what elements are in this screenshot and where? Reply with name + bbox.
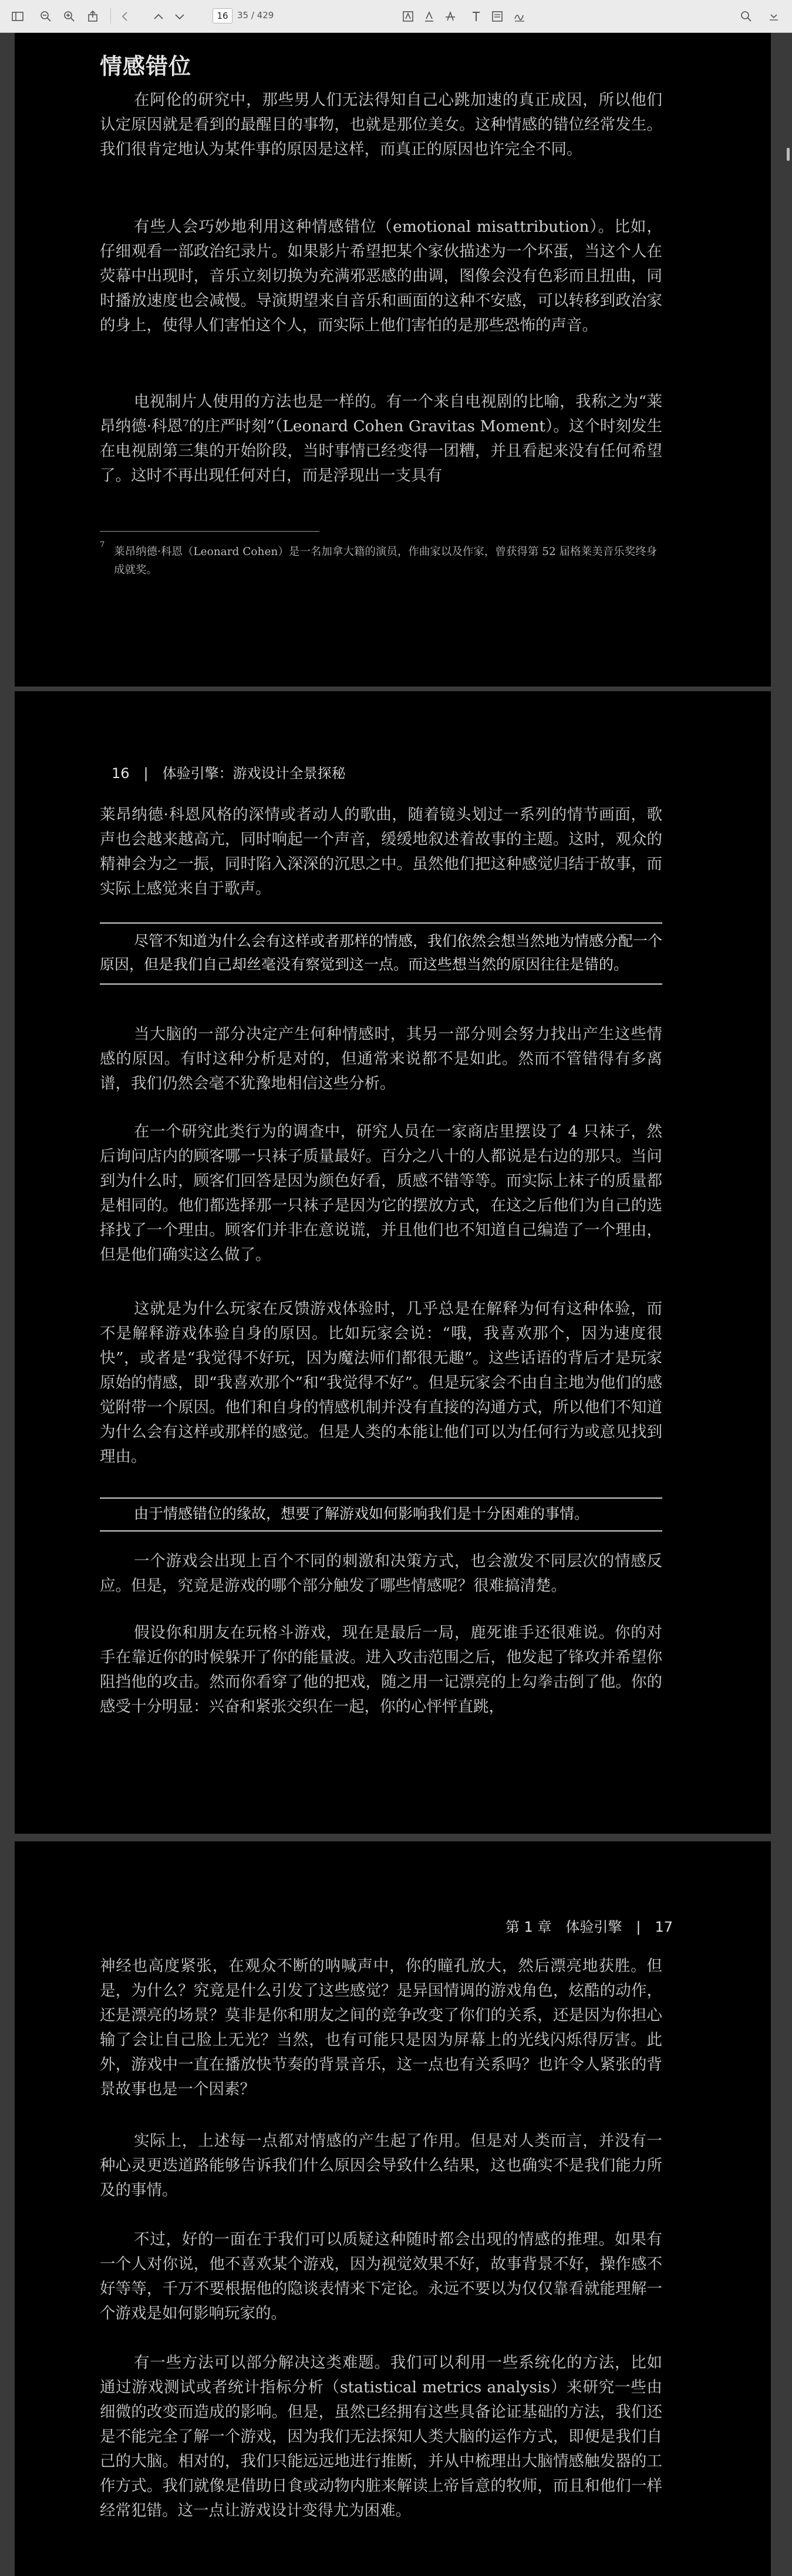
next-page-icon[interactable] bbox=[171, 7, 188, 26]
paragraph: 在阿伦的研究中，那些男人们无法得知自己心跳加速的真正成因，所以他们认定原因就是看到的最醒目的事物，也就是那位美女。这种情感的错位经常发生。我们很肯定地认为某件事的原因是这样，而真正的原因也许完全不同。 bbox=[100, 91, 662, 158]
sidebar-icon[interactable] bbox=[7, 7, 28, 26]
paragraph: 当大脑的一部分决定产生何种情感时，其另一部分则会努力找出产生这些情感的原因。有时这种分析是对的，但通常来说都不是如此。然而不管错得有多离谱，我们仍然会毫不犹豫地相信这些分析。 bbox=[100, 1025, 662, 1093]
paragraph: 假设你和朋友在玩格斗游戏，现在是最后一局，鹿死谁手还很难说。你的对手在靠近你的时候躲开了你的能量波。进入攻击范围之后，他发起了锋攻并希望你阻挡他的攻击。然而你看穿了他的把戏，随之用一记漂亮的上勾拳击倒了他。你的感受十分明显：兴奋和紧张交织在一起，你的心怦怦直跳， bbox=[100, 1624, 662, 1716]
section-heading: 情感错位 bbox=[100, 53, 192, 79]
page-count: 35 / 429 bbox=[237, 10, 274, 21]
scroll-gutter[interactable] bbox=[771, 33, 792, 2576]
highlight-icon[interactable] bbox=[399, 7, 417, 26]
scroll-thumb[interactable] bbox=[787, 148, 790, 161]
paragraph: 有些人会巧妙地利用这种情感错位（emotional misattribution）。比如，仔细观看一部政治纪录片。如果影片希望把某个家伙描述为一个坏蛋，当这个人在荧幕中出现时，音乐立刻切换为充满邪恶感的曲调，图像会没有色彩而且扭曲，同时播放速度也会减慢。导演期望来自音乐和画面的这种不安感，可以转移到政治家的身上，使得人们害怕这个人，而实际上他们害怕的是那些恐怖的声音。 bbox=[100, 218, 662, 334]
paragraph: 神经也高度紧张，在观众不断的呐喊声中，你的瞳孔放大，然后漂亮地获胜。但是，为什么？究竟是什么引发了这些感觉？是异国情调的游戏角色，炫酷的动作，还是漂亮的场景？莫非是你和朋友之间的竞争改变了你们的关系，还是因为你担心输了会让自己脸上无光？当然，也有可能只是因为屏幕上的光线闪烁得厉害。此外，游戏中一直在播放快节奏的背景音乐，这一点也有关系吗？也许令人紧张的背景故事也是一个因素？ bbox=[100, 1957, 662, 2098]
paragraph: 电视制片人使用的方法也是一样的。有一个来自电视剧的比喻，我称之为“莱昂纳德·科恩⁷的庄严时刻”（Leonard Cohen Gravitas Moment）。这个时刻发生在电视剧第三集的开始阶段，当时事情已经变得一团糟，并且看起来没有任何希望了。这时不再出现任何对白，而是浮现出一支具有 bbox=[100, 393, 662, 485]
signature-icon[interactable] bbox=[510, 7, 530, 26]
paragraph: 实际上，上述每一点都对情感的产生起了作用。但是对人类而言，并没有一种心灵更迭道路能够告诉我们什么原因会导致什么结果，这也确实不是我们能力所及的事情。 bbox=[100, 2132, 662, 2199]
callout-box bbox=[100, 922, 662, 985]
callout-text: 由于情感错位的缘故，想要了解游戏如何影响我们是十分困难的事情。 bbox=[134, 1505, 589, 1522]
running-head: 第 1 章 体验引擎 | 17 bbox=[505, 1919, 673, 1935]
more-icon[interactable] bbox=[763, 7, 784, 26]
footnote: 莱昂纳德·科恩（Leonard Cohen）是一名加拿大籍的演员，作曲家以及作家，曾获得第 52 届格莱美音乐奖终身成就奖。 bbox=[114, 546, 658, 576]
paragraph: 一个游戏会出现上百个不同的刺激和决策方式，也会激发不同层次的情感反应。但是，究竟是游戏的哪个部分触发了哪些情感呢？很难搞清楚。 bbox=[100, 1552, 662, 1595]
text-box-icon[interactable] bbox=[467, 7, 485, 26]
callout-box bbox=[100, 1497, 662, 1532]
strikethrough-icon[interactable] bbox=[442, 7, 459, 26]
footnote-mark: 7 bbox=[100, 540, 105, 549]
running-head: 16 | 体验引擎：游戏设计全景探秘 bbox=[112, 765, 346, 782]
search-icon[interactable] bbox=[737, 7, 755, 26]
footnote-rule bbox=[100, 531, 319, 532]
paragraph: 有一些方法可以部分解决这类难题。我们可以利用一些系统化的方法，比如通过游戏测试或者统计指标分析（statistical metrics analysis）来研究一些由细微的改变而造成的影响。但是，虽然已经拥有这些具备论证基础的方法，我们还是不能完全了解一个游戏，因为我们无法探知人类大脑的运作方式，即便是我们自己的大脑。相对的，我们只能远远地进行推断，并从中梳理出大脑情感触发器的工作方式。我们就像是借助日食或动物内脏来解读上帝旨意的牧师，而且和他们一样经常犯错。这一点让游戏设计变得尤为困难。 bbox=[100, 2354, 662, 2520]
paragraph: 不过，好的一面在于我们可以质疑这种随时都会出现的情感的推理。如果有一个人对你说，他不喜欢某个游戏，因为视觉效果不好，故事背景不好，操作感不好等等，千万不要根据他的隐谈表情来下定论。永远不要以为仅仅靠看就能理解一个游戏是如何影响玩家的。 bbox=[100, 2230, 662, 2323]
callout-text: 尽管不知道为什么会有这样或者那样的情感，我们依然会想当然地为情感分配一个原因，但是我们自己却丝毫没有察觉到这一点。而这些想当然的原因往往是错的。 bbox=[100, 932, 663, 973]
prev-page-icon[interactable] bbox=[150, 7, 167, 26]
zoom-in-icon[interactable] bbox=[59, 7, 80, 26]
paragraph: 这就是为什么玩家在反馈游戏体验时，几乎总是在解释为何有这种体验，而不是解释游戏体验自身的原因。比如玩家会说：“哦，我喜欢那个，因为速度很快”，或者是“我觉得不好玩，因为魔法师们都很无趣”。这些话语的背后才是玩家原始的情感，即“我喜欢那个”和“我觉得不好”。但是玩家会不由自主地为他们的感觉附带一个原因。他们和自身的情感机制并没有直接的沟通方式，所以他们不知道为什么会有这样或那样的感觉。但是人类的本能让他们可以为任何行为或意见找到理由。 bbox=[100, 1300, 662, 1466]
text-underline-icon[interactable] bbox=[420, 7, 438, 26]
share-icon[interactable] bbox=[82, 7, 103, 26]
viewer-toolbar bbox=[0, 0, 792, 33]
paragraph: 在一个研究此类行为的调查中，研究人员在一家商店里摆设了 4 只袜子，然后询问店内的顾客哪一只袜子质量最好。百分之八十的人都说是右边的那只。当问到为什么时，顾客们回答是因为颜色好看，质感不错等等。而实际上袜子的质量都是相同的。他们都选择那一只袜子是因为它的摆放方式，在这之后他们为自己的选择找了一个理由。顾客们并非在意说谎，并且他们也不知道自己编造了一个理由，但是他们确实这么做了。 bbox=[100, 1123, 662, 1264]
zoom-out-icon[interactable] bbox=[35, 7, 56, 26]
page-number-input[interactable]: 16 bbox=[213, 8, 232, 23]
paragraph: 莱昂纳德·科恩风格的深情或者动人的歌曲，随着镜头划过一系列的情节画面，歌声也会越来越高亢，同时响起一个声音，缓缓地叙述着故事的主题。这时，观众的精神会为之一振，同时陷入深深的沉思之中。虽然他们把这种感觉归结于故事，而实际上感觉来自于歌声。 bbox=[100, 806, 662, 898]
note-icon[interactable] bbox=[488, 7, 506, 26]
back-icon[interactable] bbox=[116, 7, 134, 26]
